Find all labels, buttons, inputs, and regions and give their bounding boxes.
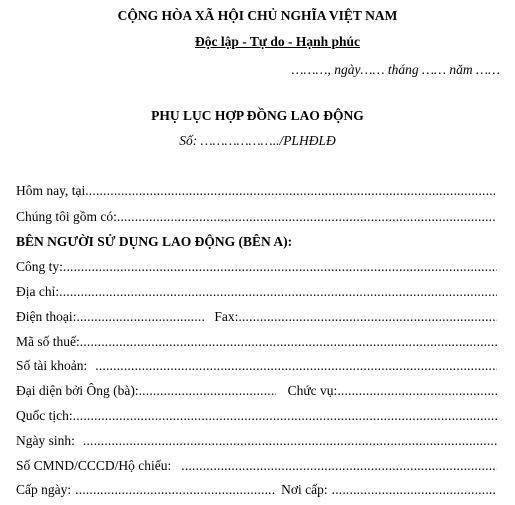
birth-date-label: Ngày sinh: [16, 433, 75, 448]
position-label: Chức vụ: [287, 383, 338, 398]
account-dots [95, 358, 497, 374]
id-number-field[interactable] [16, 458, 497, 474]
date-line: ………, ngày…… tháng …… năm …… [291, 62, 500, 77]
nationality-dots [73, 408, 497, 424]
representative-label: Đại diện bởi Ông (bà): [16, 383, 139, 398]
document-number: Số: ………………../PLHĐLĐ [179, 133, 336, 148]
address-label: Địa chỉ: [16, 284, 60, 299]
birth-date-field[interactable] [16, 433, 497, 449]
issue-place-label: Nơi cấp: [281, 482, 328, 497]
company-field[interactable] [16, 259, 497, 275]
nationality-label: Quốc tịch: [16, 408, 73, 423]
position-dots[interactable] [337, 383, 497, 399]
issue-date-label: Cấp ngày: [16, 482, 72, 497]
we-are-dots [117, 209, 495, 225]
fax-label: Fax: [214, 309, 239, 324]
tax-code-field[interactable] [16, 334, 497, 350]
tax-code-label: Mã số thuế: [16, 334, 80, 349]
issue-place-dots[interactable] [332, 482, 497, 498]
birth-date-dots [83, 433, 497, 449]
representative-dots[interactable] [139, 383, 276, 399]
today-at-field[interactable] [16, 183, 495, 199]
we-are-label: Chúng tôi gồm có: [16, 209, 117, 224]
fax-dots[interactable] [238, 309, 497, 325]
document-title: PHỤ LỤC HỢP ĐỒNG LAO ĐỘNG [151, 108, 364, 123]
account-field[interactable] [16, 358, 497, 374]
nationality-field[interactable] [16, 408, 497, 424]
company-label: Công ty: [16, 259, 63, 274]
phone-fax-row [16, 309, 497, 325]
address-field[interactable] [16, 284, 497, 300]
address-dots [59, 284, 497, 300]
account-label: Số tài khoản: [16, 358, 88, 373]
today-at-dots [85, 183, 495, 199]
party-a-heading: BÊN NGƯỜI SỬ DỤNG LAO ĐỘNG (BÊN A): [16, 234, 293, 249]
issue-date-dots[interactable] [75, 482, 275, 498]
phone-dots[interactable] [76, 309, 204, 325]
tax-code-dots [80, 334, 497, 350]
phone-label: Điện thoại: [16, 309, 77, 324]
we-are-field[interactable] [16, 209, 495, 225]
id-number-dots [181, 458, 497, 474]
representative-position-row [16, 383, 497, 399]
nation-heading: CỘNG HÒA XÃ HỘI CHỦ NGHĨA VIỆT NAM [117, 8, 398, 23]
motto: Độc lập - Tự do - Hạnh phúc [194, 34, 361, 49]
issue-date-place-row [16, 482, 497, 498]
id-number-label: Số CMND/CCCD/Hộ chiếu: [16, 458, 172, 473]
company-dots [63, 259, 497, 275]
today-at-label: Hôm nay, tại [16, 183, 86, 198]
